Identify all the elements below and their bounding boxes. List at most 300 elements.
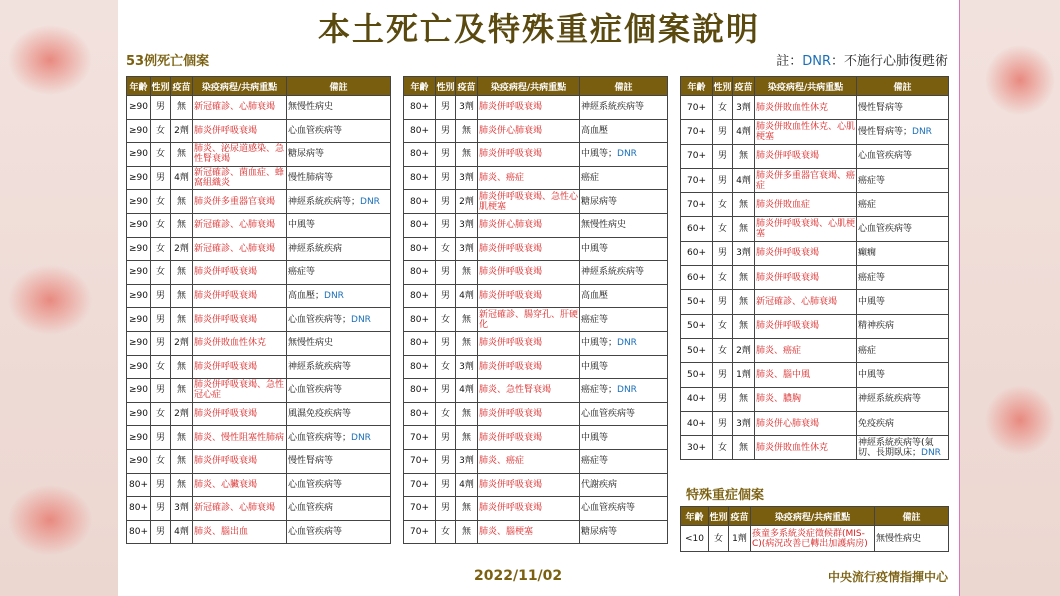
vaccine-cell: [733, 241, 755, 265]
header-sex: 性別: [436, 77, 456, 96]
cell-text: 男: [155, 173, 165, 184]
vaccine-cell: [733, 363, 755, 387]
vaccine-cell: [171, 520, 193, 544]
table-row: [127, 213, 391, 237]
cell-text: 3劑: [459, 361, 474, 372]
course-cell: [478, 473, 580, 497]
vaccine-cell: [456, 426, 478, 450]
vaccine-cell: [733, 120, 755, 144]
cell-text: 神經系統疾病等: [581, 267, 645, 278]
remarks-cell: [580, 449, 668, 473]
sex-cell: [709, 526, 729, 552]
cell-text: 70+: [410, 526, 429, 537]
course-cell: [193, 473, 287, 497]
sex-cell: [151, 119, 171, 143]
cell-text: 4劑: [736, 126, 751, 137]
cell-text: 無: [738, 394, 748, 405]
age-cell: [127, 426, 151, 450]
sex-cell: [436, 213, 456, 237]
sex-cell: [436, 379, 456, 403]
cell-text: 心血管疾病等: [581, 503, 636, 514]
table-row: [127, 426, 391, 450]
remarks-cell: [580, 308, 668, 332]
age-cell: [127, 143, 151, 167]
sex-cell: [151, 520, 171, 544]
cell-text: 女: [717, 272, 727, 283]
age-cell: [404, 449, 436, 473]
cell-text: 2劑: [174, 125, 189, 136]
cell-text: 男: [717, 248, 727, 259]
cell-text: ≥90: [129, 220, 148, 231]
age-cell: [127, 261, 151, 285]
cell-text: 無慢性病史: [581, 220, 627, 231]
cell-text: 肺炎併呼吸衰竭、急性心肌梗塞: [479, 191, 579, 212]
cell-text: 新冠確診、腸穿孔、肝硬化: [479, 309, 579, 330]
age-cell: [681, 363, 713, 387]
cell-text: ≥90: [129, 361, 148, 372]
sex-cell: [151, 308, 171, 332]
table-row: [127, 190, 391, 214]
cell-text: 男: [440, 196, 450, 207]
cell-text: 心血管疾病等: [288, 125, 343, 136]
remarks-cell: [580, 190, 668, 214]
table-row: [127, 119, 391, 143]
cell-text: 無: [738, 321, 748, 332]
cell-text: 肺炎併呼吸衰竭: [194, 314, 258, 325]
cell-text: 肺炎、慢性阻塞性肺病: [194, 432, 285, 443]
cell-text: 心血管疾病等；: [288, 432, 352, 443]
cell-text: ≥90: [129, 456, 148, 467]
remarks-cell: [580, 355, 668, 379]
cell-text: 無: [461, 409, 471, 420]
sex-cell: [436, 308, 456, 332]
cell-text: 心血管疾病等: [858, 224, 913, 235]
special-cases-heading: 特殊重症個案: [686, 488, 765, 503]
cell-text: 肺炎併多重器官衰竭、癌症: [756, 170, 856, 191]
course-cell: [478, 449, 580, 473]
age-cell: [681, 436, 713, 460]
age-cell: [681, 266, 713, 290]
course-cell: [193, 96, 287, 120]
remarks-cell: [287, 402, 391, 426]
cell-text: 70+: [687, 126, 706, 137]
remarks-cell: [857, 241, 949, 265]
age-cell: [404, 473, 436, 497]
cell-text: 80+: [410, 196, 429, 207]
cell-text: ≥90: [129, 149, 148, 160]
cell-text: 70+: [687, 151, 706, 162]
sex-cell: [713, 217, 733, 241]
sex-cell: [436, 426, 456, 450]
table-row: [127, 473, 391, 497]
agency-label: 中央流行疫情指揮中心: [827, 570, 948, 584]
sex-cell: [151, 166, 171, 190]
cell-text: 男: [440, 220, 450, 231]
age-cell: [681, 168, 713, 192]
vaccine-cell: [456, 119, 478, 143]
cell-text: 肺炎併敗血性休克: [756, 442, 829, 453]
header-age: 年齡: [127, 77, 151, 96]
cell-text: 肺炎、心臟衰竭: [194, 479, 258, 490]
cell-text: 肺炎併敗血性休克: [194, 338, 267, 349]
sex-cell: [713, 96, 733, 120]
vaccine-cell: [733, 290, 755, 314]
cell-text: 癌症等: [858, 272, 886, 283]
remarks-cell: [580, 261, 668, 285]
course-cell: [193, 284, 287, 308]
cell-text: 慢性腎病等: [858, 102, 904, 113]
table-row: [681, 363, 949, 387]
sex-cell: [713, 168, 733, 192]
remarks-cell: [580, 426, 668, 450]
age-cell: [681, 96, 713, 120]
remarks-cell: [287, 449, 391, 473]
cell-text: 肺炎、腦中風: [756, 369, 811, 380]
cell-text: 70+: [687, 175, 706, 186]
cell-text: 男: [440, 456, 450, 467]
cell-text: ≥90: [129, 196, 148, 207]
cell-text: 2劑: [174, 409, 189, 420]
cell-text: 3劑: [736, 102, 751, 113]
age-cell: [681, 290, 713, 314]
vaccine-cell: [456, 308, 478, 332]
header-age: 年齡: [681, 507, 709, 526]
cell-text: 70+: [687, 102, 706, 113]
dnr-tag: DNR: [360, 196, 380, 207]
cell-text: 肺炎併心肺衰竭: [756, 418, 820, 429]
cell-text: 2劑: [174, 338, 189, 349]
sex-cell: [713, 387, 733, 411]
cell-text: 4劑: [174, 526, 189, 537]
cell-text: 心血管疾病等: [288, 385, 343, 396]
vaccine-cell: [733, 217, 755, 241]
age-cell: [681, 120, 713, 144]
vaccine-cell: [456, 497, 478, 521]
cell-text: 80+: [410, 149, 429, 160]
course-cell: [478, 402, 580, 426]
remarks-cell: [857, 314, 949, 338]
cell-text: 肺炎併敗血性休克: [756, 102, 829, 113]
cell-text: 男: [440, 267, 450, 278]
header-remarks: 備註: [287, 77, 391, 96]
sex-cell: [436, 237, 456, 261]
cell-text: 神經系統疾病: [288, 243, 343, 254]
course-cell: [755, 96, 857, 120]
cell-text: 中風等；: [581, 149, 618, 160]
dnr-tag: DNR: [324, 291, 344, 302]
remarks-cell: [287, 426, 391, 450]
course-cell: [755, 144, 857, 168]
age-cell: [127, 497, 151, 521]
cell-text: 女: [440, 314, 450, 325]
course-cell: [478, 143, 580, 167]
slide: [118, 0, 960, 596]
cell-text: 男: [440, 149, 450, 160]
cell-text: 男: [155, 526, 165, 537]
cell-text: 肺炎併呼吸衰竭: [479, 291, 543, 302]
header-age: 年齡: [404, 77, 436, 96]
remarks-cell: [580, 379, 668, 403]
cell-text: 女: [155, 220, 165, 231]
cell-text: 50+: [687, 297, 706, 308]
sex-cell: [713, 290, 733, 314]
course-cell: [755, 363, 857, 387]
vaccine-cell: [456, 449, 478, 473]
header-remarks: 備註: [857, 77, 949, 96]
cell-text: 3劑: [736, 418, 751, 429]
course-cell: [755, 193, 857, 217]
cell-text: 心血管疾病等: [858, 151, 913, 162]
sex-cell: [713, 241, 733, 265]
remarks-cell: [287, 497, 391, 521]
cell-text: 心血管疾病等；: [288, 314, 352, 325]
sex-cell: [713, 338, 733, 362]
remarks-cell: [875, 526, 949, 552]
remarks-cell: [287, 331, 391, 355]
table-row: [404, 426, 668, 450]
vaccine-cell: [456, 331, 478, 355]
vaccine-cell: [456, 143, 478, 167]
cell-text: 肺炎、腦出血: [194, 526, 249, 537]
table-row: [127, 143, 391, 167]
course-cell: [478, 308, 580, 332]
table-row: [404, 520, 668, 544]
cell-text: 新冠確診、心肺衰竭: [194, 102, 276, 113]
cell-text: 無: [176, 432, 186, 443]
course-cell: [193, 402, 287, 426]
table-row: [404, 379, 668, 403]
table-row: [404, 402, 668, 426]
course-cell: [478, 119, 580, 143]
cell-text: 無: [461, 338, 471, 349]
cell-text: 80+: [410, 314, 429, 325]
cell-text: 肺炎併呼吸衰竭: [194, 456, 258, 467]
cell-text: 80+: [410, 361, 429, 372]
cell-text: 肺炎併多重器官衰竭: [194, 196, 276, 207]
cell-text: 3劑: [459, 243, 474, 254]
age-cell: [404, 426, 436, 450]
cell-text: 60+: [687, 272, 706, 283]
cell-text: 1劑: [736, 369, 751, 380]
sex-cell: [436, 284, 456, 308]
header-vaccine: 疫苗: [171, 77, 193, 96]
vaccine-cell: [733, 411, 755, 435]
cell-text: 70+: [410, 456, 429, 467]
vaccine-cell: [171, 497, 193, 521]
cell-text: 中風等: [581, 243, 609, 254]
cell-text: 男: [155, 314, 165, 325]
cell-text: 肺炎併呼吸衰竭: [479, 243, 543, 254]
age-cell: [404, 190, 436, 214]
age-cell: [681, 314, 713, 338]
remarks-cell: [857, 193, 949, 217]
cell-text: 男: [440, 338, 450, 349]
header-course: 染疫病程/共病重點: [755, 77, 857, 96]
sex-cell: [436, 355, 456, 379]
cell-text: 男: [717, 418, 727, 429]
table-row: [404, 355, 668, 379]
sex-cell: [713, 436, 733, 460]
cell-text: 女: [155, 243, 165, 254]
table-row: [404, 190, 668, 214]
cell-text: 4劑: [459, 479, 474, 490]
table-row: [681, 290, 949, 314]
age-cell: [127, 402, 151, 426]
cell-text: 無: [738, 224, 748, 235]
course-cell: [478, 497, 580, 521]
remarks-cell: [287, 190, 391, 214]
table-row: [404, 497, 668, 521]
cell-text: 肺炎併呼吸衰竭: [756, 248, 820, 259]
cell-text: ≥90: [129, 385, 148, 396]
cell-text: 女: [717, 345, 727, 356]
cell-text: 無: [176, 479, 186, 490]
cell-text: 中風等: [581, 432, 609, 443]
sex-cell: [713, 411, 733, 435]
table-row: [404, 331, 668, 355]
course-cell: [755, 314, 857, 338]
cell-text: 肺炎併呼吸衰竭: [479, 338, 543, 349]
cell-text: 80+: [410, 291, 429, 302]
vaccine-cell: [733, 144, 755, 168]
cell-text: ≥90: [129, 338, 148, 349]
cell-text: 肺炎併呼吸衰竭: [194, 125, 258, 136]
cell-text: 80+: [410, 102, 429, 113]
cell-text: 女: [155, 149, 165, 160]
sex-cell: [436, 520, 456, 544]
course-cell: [193, 261, 287, 285]
table-row: [127, 402, 391, 426]
age-cell: [127, 520, 151, 544]
cell-text: 女: [713, 533, 723, 544]
age-cell: [681, 411, 713, 435]
cell-text: ≥90: [129, 102, 148, 113]
cell-text: 肺炎併呼吸衰竭: [756, 321, 820, 332]
cell-text: 神經系統疾病等: [581, 102, 645, 113]
cell-text: 80+: [410, 385, 429, 396]
cell-text: 80+: [129, 526, 148, 537]
cell-text: 肺炎併呼吸衰竭: [479, 409, 543, 420]
age-cell: [681, 338, 713, 362]
cell-text: 糖尿病等: [288, 149, 325, 160]
cell-text: 心血管疾病: [288, 503, 334, 514]
table-row: [404, 284, 668, 308]
table-row: [127, 331, 391, 355]
cell-text: 3劑: [459, 102, 474, 113]
table-row: [681, 338, 949, 362]
remarks-cell: [580, 402, 668, 426]
cell-text: 2劑: [736, 345, 751, 356]
cell-text: 女: [440, 361, 450, 372]
table-row: [681, 120, 949, 144]
cell-text: 免疫疾病: [858, 418, 895, 429]
age-cell: [127, 308, 151, 332]
cell-text: 神經系統疾病等；: [288, 196, 361, 207]
cell-text: 肺炎併呼吸衰竭: [756, 151, 820, 162]
table-row: [404, 449, 668, 473]
cell-text: 心血管疾病等: [288, 479, 343, 490]
death-cases-heading: 53例死亡個案: [126, 54, 210, 69]
cell-text: 代謝疾病: [581, 479, 618, 490]
remarks-cell: [857, 217, 949, 241]
remarks-cell: [287, 96, 391, 120]
table-row: [404, 261, 668, 285]
header-sex: 性別: [713, 77, 733, 96]
cell-text: 中風等: [858, 369, 886, 380]
cell-text: 70+: [410, 479, 429, 490]
cell-text: 肺炎併呼吸衰竭: [194, 361, 258, 372]
age-cell: [681, 193, 713, 217]
age-cell: [127, 284, 151, 308]
course-cell: [478, 190, 580, 214]
cell-text: 癌症等: [288, 267, 316, 278]
cell-text: 男: [440, 432, 450, 443]
cell-text: 80+: [129, 479, 148, 490]
cell-text: 1劑: [732, 533, 747, 544]
cell-text: 女: [155, 267, 165, 278]
cell-text: 糖尿病等: [581, 526, 618, 537]
header-sex: 性別: [151, 77, 171, 96]
course-cell: [478, 355, 580, 379]
cell-text: 肺炎併心肺衰竭: [479, 220, 543, 231]
remarks-cell: [287, 261, 391, 285]
remarks-cell: [580, 166, 668, 190]
table-row: [681, 144, 949, 168]
cell-text: 孩童多系統炎症徵候群(MIS-C)(病況改善已轉出加護病房): [752, 528, 868, 549]
course-cell: [478, 96, 580, 120]
cell-text: 無慢性病史: [288, 338, 334, 349]
cell-text: <10: [685, 533, 704, 544]
cell-text: 肺炎併呼吸衰竭、急性冠心症: [194, 380, 285, 401]
age-cell: [404, 284, 436, 308]
cell-text: 肺炎、膿胸: [756, 394, 802, 405]
sex-cell: [151, 426, 171, 450]
cell-text: 無慢性病史: [288, 102, 334, 113]
death-table-3: [680, 76, 949, 460]
cell-text: 男: [440, 385, 450, 396]
cell-text: 無: [176, 361, 186, 372]
age-cell: [404, 213, 436, 237]
remarks-cell: [580, 284, 668, 308]
cell-text: 女: [717, 224, 727, 235]
course-cell: [755, 241, 857, 265]
sex-cell: [151, 473, 171, 497]
header-course: 染疫病程/共病重點: [193, 77, 287, 96]
cell-text: 80+: [410, 267, 429, 278]
remarks-cell: [857, 436, 949, 460]
vaccine-cell: [456, 237, 478, 261]
header-remarks: 備註: [580, 77, 668, 96]
age-cell: [404, 520, 436, 544]
table-row: [681, 266, 949, 290]
cell-text: 癌症等: [581, 314, 609, 325]
course-cell: [478, 166, 580, 190]
table-row: [681, 314, 949, 338]
cell-text: 80+: [410, 243, 429, 254]
age-cell: [681, 387, 713, 411]
cell-text: 3劑: [736, 248, 751, 259]
cell-text: 神經系統疾病等(氣切、長期臥床；: [858, 437, 934, 458]
cell-text: 男: [155, 102, 165, 113]
vaccine-cell: [171, 119, 193, 143]
vaccine-cell: [171, 426, 193, 450]
cell-text: 30+: [687, 442, 706, 453]
sex-cell: [151, 379, 171, 403]
cell-text: 肺炎併呼吸衰竭: [479, 149, 543, 160]
cell-text: 癲癇: [858, 248, 877, 259]
cell-text: 肺炎、泌尿道感染、急性腎衰竭: [194, 144, 285, 165]
course-cell: [193, 119, 287, 143]
